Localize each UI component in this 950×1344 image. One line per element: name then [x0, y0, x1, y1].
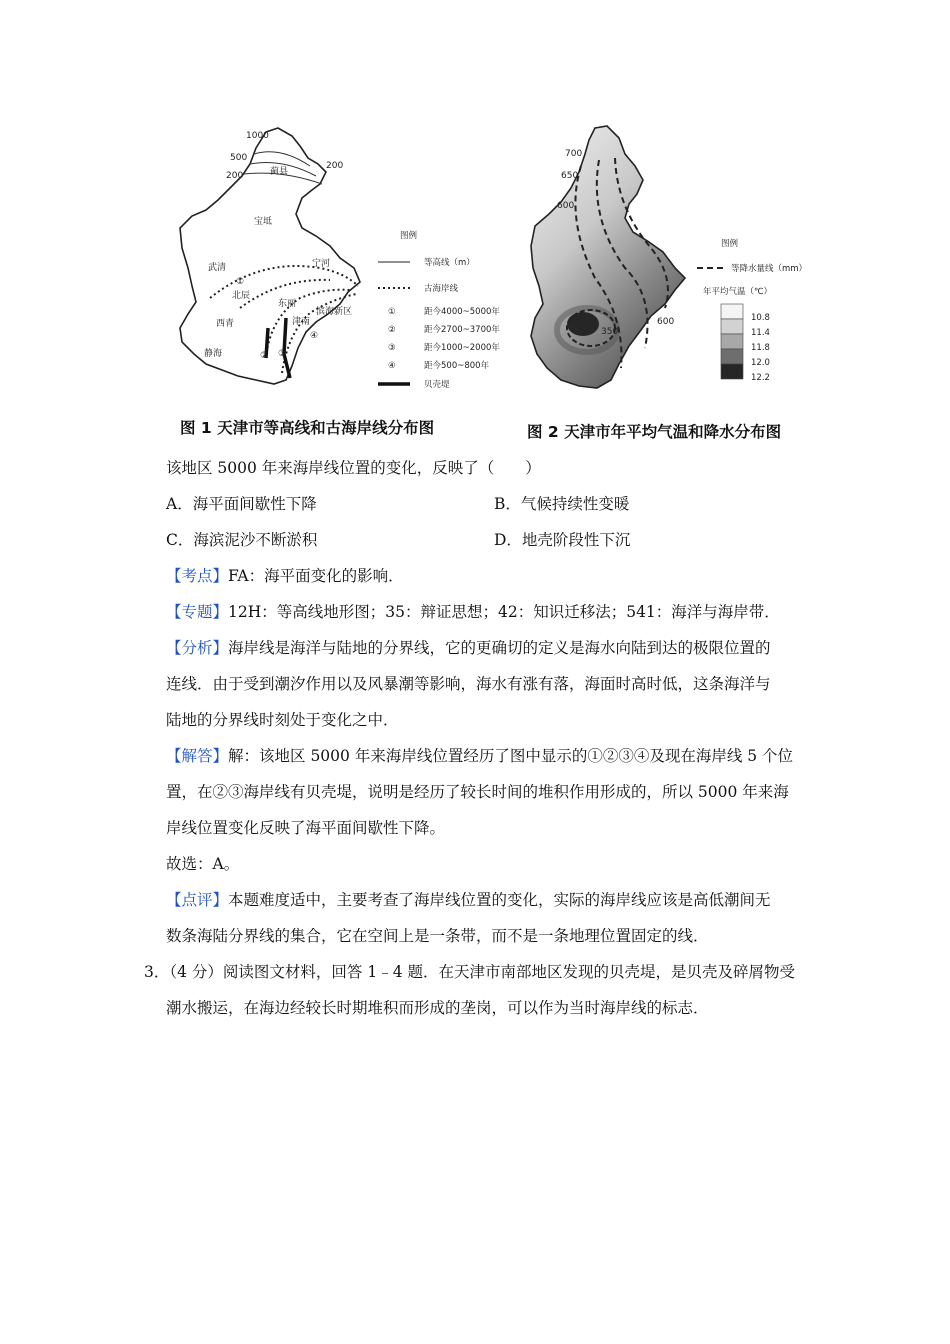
place-label: 滨海新区 — [316, 307, 353, 317]
coastline-marker: ③ — [278, 349, 287, 359]
figure-1 — [170, 118, 515, 448]
place-label: 津南 — [292, 317, 311, 327]
contour-label: 200 — [326, 161, 344, 171]
figure-2-map — [525, 118, 830, 408]
jieda-text: 岸线位置变化反映了海平面间歇性下降。 — [166, 819, 446, 837]
contour-label: 200 — [226, 171, 244, 181]
legend-title: 图例 — [721, 239, 739, 249]
zhuanti-line — [166, 594, 780, 630]
temp-swatch — [721, 364, 743, 379]
temp-scale-label: 10.8 — [751, 313, 770, 323]
legend-item: 距今2700~3700年 — [424, 325, 500, 335]
fenxi-line — [166, 630, 771, 666]
kaodian-line — [166, 558, 404, 594]
fenxi-text: 连线．由于受到潮汐作用以及风暴潮等影响，海水有涨有落，海面时高时低，这条海洋与 — [166, 675, 771, 693]
place-label: 西青 — [216, 319, 235, 329]
legend-item: 距今4000~5000年 — [424, 307, 500, 317]
kaodian-tag: 【考点】 — [166, 567, 229, 585]
temp-swatch — [721, 304, 743, 319]
temp-scale-label: 11.8 — [751, 343, 770, 353]
answer-line: 故选：A。 — [166, 855, 240, 873]
legend-item: 等高线（m） — [424, 258, 475, 268]
dianping-line — [166, 882, 771, 918]
legend-item: 贝壳堤 — [424, 380, 450, 390]
temp-swatch — [721, 349, 743, 364]
jieda-line — [166, 738, 793, 774]
figure-1-caption: 图 1 天津市等高线和古海岸线分布图 — [180, 419, 435, 437]
option-d: D．地壳阶段性下沉 — [494, 531, 631, 549]
temp-scale-label: 11.4 — [751, 328, 770, 338]
temp-swatch — [721, 319, 743, 334]
contour-label: 500 — [230, 153, 248, 163]
legend-title: 图例 — [400, 231, 418, 241]
place-label: 蓟县 — [270, 167, 289, 177]
question-3-cont: 潮水搬运，在海边经较长时期堆积而形成的垄岗，可以作为当时海岸线的标志． — [166, 999, 709, 1017]
jieda-tag: 【解答】 — [166, 747, 229, 765]
warm-center — [567, 312, 599, 336]
figure-2-legend — [697, 238, 807, 383]
option-c: C．海滨泥沙不断淤积 — [166, 531, 318, 549]
option-a: A．海平面间歇性下降 — [166, 495, 317, 513]
legend-symbol: ② — [388, 325, 396, 335]
figure-2-caption: 图 2 天津市年平均气温和降水分布图 — [527, 423, 782, 441]
kaodian-text: FA：海平面变化的影响． — [228, 567, 404, 585]
temp-scale-label: 12.2 — [751, 373, 770, 383]
coastline-marker: ④ — [310, 331, 319, 341]
isohyet-label: 600 — [557, 201, 575, 211]
figure-1-map — [170, 118, 515, 408]
legend-item: 等降水量线（mm） — [731, 264, 808, 274]
dianping-text: 数条海陆分界线的集合，它在空间上是一条带，而不是一条地理位置固定的线． — [166, 927, 709, 945]
legend-item: 古海岸线 — [424, 284, 459, 294]
legend-item: 距今500~800年 — [424, 361, 490, 371]
fenxi-text: 陆地的分界线时刻处于变化之中． — [166, 711, 399, 729]
figures — [170, 118, 830, 448]
zhuanti-text: 12H：等高线地形图；35：辩证思想；42：知识迁移法；541：海洋与海岸带． — [228, 603, 780, 621]
legend-symbol: ④ — [388, 361, 396, 371]
isohyet-label: 350 — [601, 327, 619, 337]
place-label: 北辰 — [232, 291, 251, 301]
fenxi-tag: 【分析】 — [166, 639, 229, 657]
isohyet-label: 600 — [657, 317, 675, 327]
place-label: 东丽 — [278, 299, 297, 309]
fenxi-text: 海岸线是海洋与陆地的分界线，它的更确切的定义是海水向陆到达的极限位置的 — [228, 639, 771, 657]
dianping-text: 本题难度适中，主要考查了海岸线位置的变化，实际的海岸线应该是高低潮间无 — [228, 891, 771, 909]
place-label: 静海 — [204, 349, 223, 359]
place-label: 宁河 — [312, 259, 331, 269]
place-label: 武清 — [208, 263, 227, 273]
question-3: 3．（4 分）阅读图文材料，回答 1﹣4 题．在天津市南部地区发现的贝壳堤，是贝壳及碎屑物受 — [144, 963, 795, 981]
dianping-tag: 【点评】 — [166, 891, 229, 909]
question-stem: 该地区 5000 年来海岸线位置的变化，反映了（ ） — [166, 459, 541, 477]
option-b: B．气候持续性变暖 — [494, 495, 630, 513]
contour-label: 1000 — [246, 131, 269, 141]
jieda-text: 置，在②③海岸线有贝壳堤，说明是经历了较长时间的堆积作用形成的，所以 5000 年来海 — [166, 783, 789, 801]
isohyet-label: 650 — [561, 171, 579, 181]
figure-2 — [525, 118, 830, 448]
coastline-marker: ② — [260, 351, 269, 361]
figure-1-legend — [378, 230, 500, 390]
place-label: 宝坻 — [254, 217, 273, 227]
coastline-marker: ① — [236, 277, 245, 287]
zhuanti-tag: 【专题】 — [166, 603, 229, 621]
legend-item: 年平均气温（℃） — [703, 287, 773, 297]
isohyet-label: 700 — [565, 149, 583, 159]
legend-symbol: ① — [388, 307, 396, 317]
content — [144, 450, 816, 1020]
jieda-text: 解：该地区 5000 年来海岸线位置经历了图中显示的①②③④及现在海岸线 5 个位 — [228, 747, 794, 765]
temp-scale-label: 12.0 — [751, 358, 770, 368]
legend-item: 距今1000~2000年 — [424, 343, 500, 353]
legend-symbol: ③ — [388, 343, 396, 353]
temp-swatch — [721, 334, 743, 349]
